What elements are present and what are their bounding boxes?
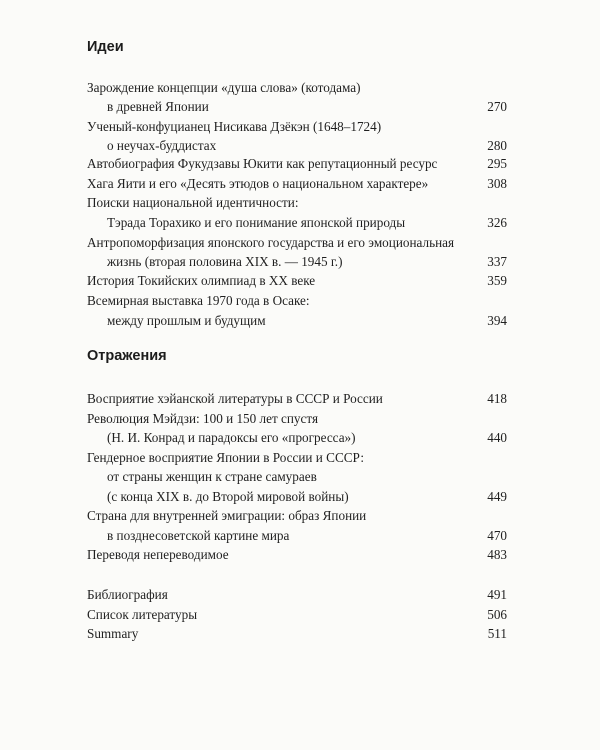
toc-entry-page: 295	[487, 156, 507, 171]
toc-entry	[87, 272, 507, 290]
toc-entry	[87, 488, 507, 506]
toc-entry-title: в древней Японии	[107, 99, 209, 114]
toc-entry	[87, 429, 507, 447]
toc-entry-page: 394	[487, 313, 507, 328]
toc-entry	[87, 507, 507, 525]
toc-entry-title: История Токийских олимпиад в XX веке	[87, 273, 316, 288]
toc-entry-title: Всемирная выставка 1970 года в Осаке:	[87, 293, 310, 308]
toc-entry-page: 483	[487, 547, 507, 562]
toc-entry-title: о неучах-буддистах	[107, 138, 217, 153]
section-heading: Отражения	[87, 348, 167, 364]
toc-entry	[87, 410, 507, 428]
toc-entry	[87, 155, 507, 173]
toc-entry-title: Библиография	[87, 587, 168, 602]
toc-entry	[87, 214, 507, 232]
toc-entry	[87, 194, 507, 212]
toc-entry-title: Список литературы	[87, 607, 198, 622]
toc-entry	[87, 449, 507, 467]
toc-entry	[87, 253, 507, 271]
toc-entry-title: в позднесоветской картине мира	[107, 528, 290, 543]
toc-entry-title: Восприятие хэйанской литературы в СССР и России	[87, 391, 383, 406]
toc-entry-title: (с конца XIX в. до Второй мировой войны)	[107, 489, 349, 504]
toc-entry	[87, 546, 507, 564]
toc-entry-page: 418	[487, 391, 507, 406]
toc-entry-title: Переводя непереводимое	[87, 547, 229, 562]
toc-entry-page: 511	[487, 626, 507, 641]
toc-entry-page: 359	[487, 273, 507, 288]
toc-entry-page: 506	[487, 607, 507, 622]
toc-entry-title: Автобиография Фукудзавы Юкити как репутационный ресурс	[87, 156, 438, 171]
toc-entry	[87, 98, 507, 116]
toc-entry-title: Зарождение концепции «душа слова» (котодама)	[87, 80, 361, 95]
toc-entry-title: жизнь (вторая половина XIX в. — 1945 г.)	[107, 254, 343, 269]
toc-entry	[87, 586, 507, 604]
toc-entry-page: 326	[487, 215, 507, 230]
toc-entry-page: 308	[487, 176, 507, 191]
toc-entry	[87, 137, 507, 155]
toc-entry-title: Антропоморфизация японского государства и его эмоциональная	[87, 235, 455, 250]
toc-entry-title: между прошлым и будущим	[107, 313, 266, 328]
toc-entry	[87, 79, 507, 97]
toc-entry	[87, 175, 507, 193]
toc-entry	[87, 468, 507, 486]
toc-entry	[87, 234, 507, 252]
toc-entry	[87, 527, 507, 545]
toc-entry	[87, 312, 507, 330]
toc-entry-title: Summary	[87, 626, 139, 641]
toc-entry-title: от страны женщин к стране самураев	[107, 469, 317, 484]
section-heading: Идеи	[87, 39, 124, 55]
toc-entry-title: Хага Яити и его «Десять этюдов о национальном характере»	[87, 176, 429, 191]
toc-entry-page: 280	[487, 138, 507, 153]
toc-entry	[87, 118, 507, 136]
toc-entry-title: Революция Мэйдзи: 100 и 150 лет спустя	[87, 411, 319, 426]
toc-entry-title: Страна для внутренней эмиграции: образ Японии	[87, 508, 367, 523]
toc-entry-title: Тэрада Торахико и его понимание японской природы	[107, 215, 406, 230]
toc-entry-page: 270	[487, 99, 507, 114]
toc-entry-title: (Н. И. Конрад и парадоксы его «прогресса»)	[107, 430, 356, 445]
toc-entry	[87, 625, 507, 643]
toc-entry-page: 440	[487, 430, 507, 445]
toc-entry-page: 491	[487, 587, 507, 602]
toc-entry-page: 449	[487, 489, 507, 504]
toc-entry-title: Гендерное восприятие Японии в России и СССР:	[87, 450, 365, 465]
toc-entry-page: 337	[487, 254, 507, 269]
toc-entry-title: Поиски национальной идентичности:	[87, 195, 299, 210]
toc-entry	[87, 292, 507, 310]
toc-entry	[87, 606, 507, 624]
toc-entry-page: 470	[487, 528, 507, 543]
toc-entry-title: Ученый-конфуцианец Нисикава Дзёкэн (1648–1724)	[87, 119, 382, 134]
toc-entry	[87, 390, 507, 408]
